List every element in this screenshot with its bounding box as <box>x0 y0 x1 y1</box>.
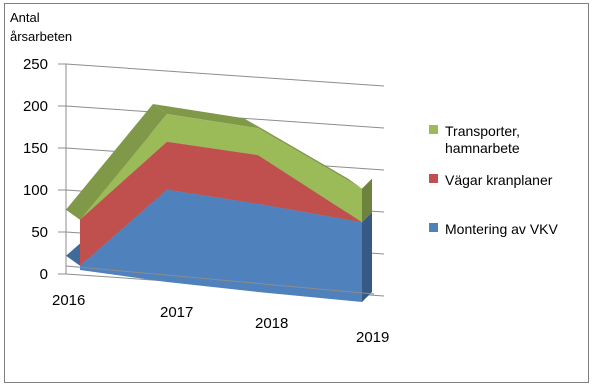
legend-label-0-line-0: Transporter, <box>445 123 520 139</box>
y-tick-label-100: 100 <box>22 182 48 199</box>
legend-swatch-2 <box>429 223 438 232</box>
y-tick-label-50: 50 <box>31 224 48 241</box>
y-tick-label-0: 0 <box>39 266 48 283</box>
y-tick-label-200: 200 <box>22 98 48 115</box>
y-axis-label-line-1: Antal <box>10 10 40 25</box>
y-axis-label-line-2: årsarbeten <box>10 29 73 44</box>
y-tick-label-150: 150 <box>22 140 48 157</box>
legend-label-2-line-0: Montering av VKV <box>445 221 558 237</box>
gridline-250 <box>66 64 384 86</box>
x-tick-label-2017: 2017 <box>160 304 194 321</box>
legend-label-1-line-0: Vägar kranplaner <box>445 172 553 188</box>
x-tick-label-2016: 2016 <box>52 292 86 309</box>
x-tick-label-2018: 2018 <box>255 315 289 332</box>
series-0-side <box>362 212 372 302</box>
x-tick-label-2019: 2019 <box>356 329 390 346</box>
y-tick-label-250: 250 <box>22 56 48 73</box>
legend-label-0-line-1: hamnarbete <box>445 140 520 156</box>
legend-swatch-0 <box>429 125 438 134</box>
legend <box>429 123 558 237</box>
area-layer <box>66 104 372 302</box>
legend-swatch-1 <box>429 174 438 183</box>
